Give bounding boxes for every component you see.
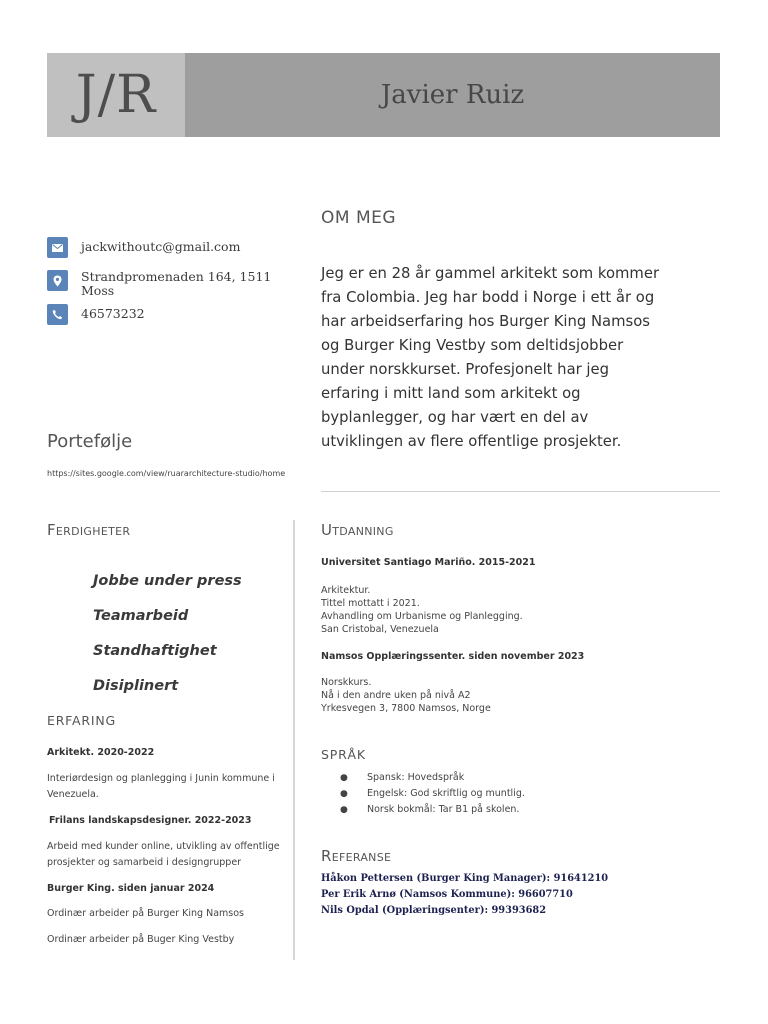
experience-title: Burger King. siden januar 2024 [47, 883, 215, 894]
skill-item: Disiplinert [93, 678, 179, 694]
monogram: J/R [75, 65, 157, 125]
experience-heading: ERFARING [47, 713, 116, 728]
address [81, 267, 271, 298]
skill-item: Standhaftighet [93, 643, 217, 659]
languages-list [340, 770, 525, 818]
phone-number[interactable]: 46573232 [81, 306, 145, 321]
reference-item: Håkon Pettersen (Burger King Manager): 91641210 [321, 873, 609, 884]
language-item [340, 770, 525, 786]
portfolio-link[interactable]: https://sites.google.com/view/ruararchitecture-studio/home [47, 469, 286, 478]
experience-title: Arkitekt. 2020-2022 [47, 747, 155, 758]
monogram-box [47, 53, 185, 137]
about-heading: OM MEG [321, 208, 397, 228]
skills-heading: Ferdigheter [47, 521, 131, 539]
education-line: Arkitektur. [321, 585, 371, 596]
education-details [321, 584, 711, 636]
education-line: Tittel mottatt i 2021. [321, 598, 420, 609]
education-title: Universitet Santiago Mariño. 2015-2021 [321, 557, 536, 568]
email-link[interactable]: jackwithoutc@gmail.com [81, 239, 241, 254]
education-title: Namsos Opplæringssenter. siden november 2023 [321, 651, 585, 662]
column-divider [293, 520, 295, 960]
experience-title: Frilans landskapsdesigner. 2022-2023 [49, 815, 252, 826]
experience-description: Ordinær arbeider på Buger King Vestby [47, 934, 235, 945]
phone-icon [47, 304, 68, 325]
contact-email-row [47, 237, 297, 258]
education-details [321, 676, 711, 715]
skill-item: Teamarbeid [93, 608, 189, 624]
location-pin-icon [47, 270, 68, 291]
education-line: Norskkurs. [321, 677, 372, 688]
about-text: Jeg er en 28 år gammel arkitekt som kommer fra Colombia. Jeg har bodd i Norge i ett år og har arbeidserfaring hos Burger King Namsos og Burger King Vestby som deltidsjobber under norskkurset. Profesjonelt har jeg erfaring i mitt land som arkitekt og byplanlegger, og har vært en del av utviklingen av flere offentlige prosjekter. [321, 265, 660, 450]
envelope-icon [47, 237, 68, 258]
address-line-2: Moss [81, 283, 115, 298]
name-band [185, 53, 720, 137]
education-line: Nå i den andre uken på nivå A2 [321, 690, 471, 701]
contact-address-row [47, 267, 297, 298]
experience-description: Arbeid med kunder online, utvikling av offentlige prosjekter og samarbeid i designgrupper [47, 841, 280, 868]
language-label: Norsk bokmål: Tar B1 på skolen. [367, 804, 520, 815]
bullet: ● [340, 805, 348, 815]
reference-item: Nils Opdal (Opplæringsenter): 99393682 [321, 905, 547, 916]
references-heading: Referanse [321, 847, 392, 865]
language-item [340, 786, 525, 802]
bullet: ● [340, 773, 348, 783]
portfolio-heading: Portefølje [47, 431, 133, 452]
skill-item: Jobbe under press [93, 573, 242, 589]
skills-list [93, 570, 242, 710]
experience-description: Ordinær arbeider på Burger King Namsos [47, 908, 244, 919]
experience-description: Interiørdesign og planlegging i Junin kommune i Venezuela. [47, 773, 275, 800]
bullet: ● [340, 789, 348, 799]
education-line: San Cristobal, Venezuela [321, 624, 439, 635]
languages-heading: SPRÅK [321, 747, 366, 762]
reference-item: Per Erik Arnø (Namsos Kommune): 96607710 [321, 889, 573, 900]
education-heading: Utdanning [321, 521, 394, 539]
address-line-1: Strandpromenaden 164, 1511 [81, 269, 272, 284]
language-item [340, 802, 525, 818]
language-label: Engelsk: God skriftlig og muntlig. [367, 788, 525, 799]
education-line: Yrkesvegen 3, 7800 Namsos, Norge [321, 703, 491, 714]
section-divider [321, 491, 720, 492]
education-line: Avhandling om Urbanisme og Planlegging. [321, 611, 523, 622]
full-name: Javier Ruiz [380, 80, 525, 110]
language-label: Spansk: Hovedspråk [367, 772, 465, 783]
contact-phone-row [47, 304, 297, 325]
